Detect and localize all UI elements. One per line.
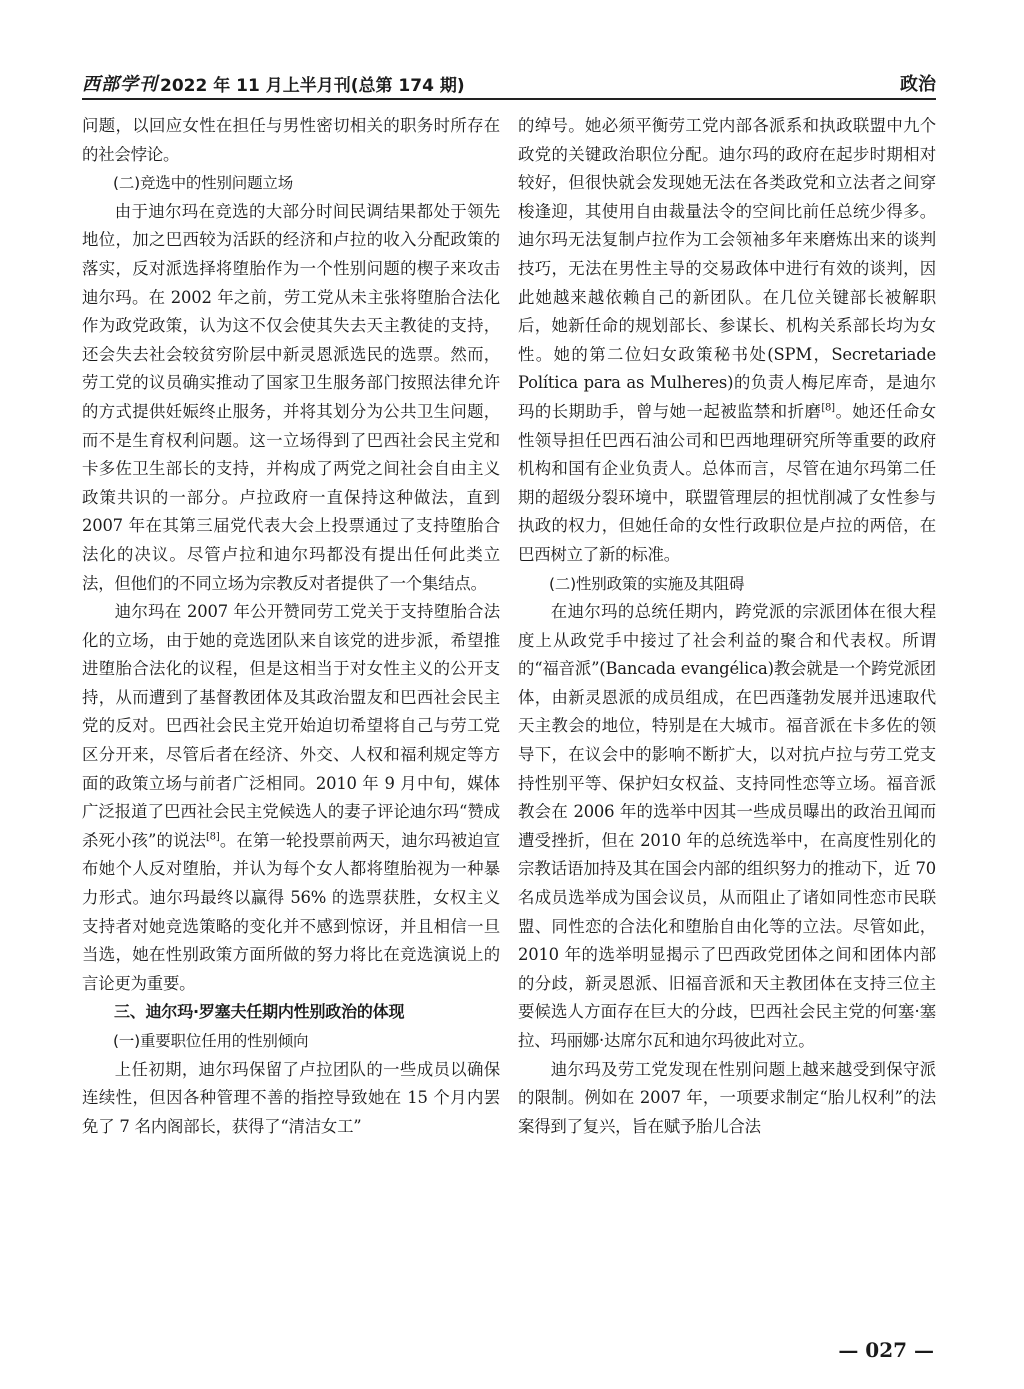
text: 迪尔玛在 2007 年公开赞同劳工党关于支持堕胎合法化的立场，由于她的竞选团队来自该党的进步派，希望推进堕胎合法化的议程，但是这相当于对女性主义的公开支持，从而遭到了基督教团体及其政治盟友和巴西社会民主党的反对。巴西社会民主党开始迫切希望将自己与劳工党区分开来，尽管后者在经济、外交、人权和福利规定等方面的政策立场与前者广泛相同。2010 年 9 月中旬，媒体广泛报道了巴西社会民主党候选人的妻子评论迪尔玛“赞成杀死小孩”的说法 bbox=[82, 602, 500, 850]
paragraph bbox=[518, 112, 936, 570]
journal-name: 西部学刊 bbox=[82, 74, 158, 95]
paragraph: 在迪尔玛的总统任期内，跨党派的宗派团体在很大程度上从政党手中接过了社会利益的聚合和代表权。所谓的“福音派”(Bancada evangélica)教会就是一个跨党派团体，由新灵恩派的成员组成，在巴西蓬勃发展并迅速取代天主教会的地位，特别是在大城市。福音派在卡多佐的领导下，在议会中的影响不断扩大，以对抗卢拉与劳工党支持性别平等、保护妇女权益、支持同性恋等立场。福音派教会在 2006 年的选举中因其一些成员曝出的政治丑闻而遭受挫折，但在 2010 年的总统选举中，在高度性别化的宗教话语加持及其在国会内部的组织努力的推动下，近 70 名成员选举成为国会议员，从而阻止了诸如同性恋市民联盟、同性恋的合法化和堕胎自由化等的立法。尽管如此，2010 年的选举明显揭示了巴西政党团体之间和团体内部的分歧，新灵恩派、旧福音派和天主教团体在支持三位主要候选人方面存在巨大的分歧，巴西社会民主党的何塞·塞拉、玛丽娜·达席尔瓦和迪尔玛彼此对立。 bbox=[518, 602, 936, 1050]
left-column bbox=[82, 112, 500, 1141]
text: 。她还任命女性领导担任巴西石油公司和巴西地理研究所等重要的政府机构和国有企业负责人。总体而言，尽管在迪尔玛第二任期的超级分裂环境中，联盟管理层的担忧削减了女性参与执政的权力，但她任命的女性行政职位是卢拉的两倍，在巴西树立了新的标准。 bbox=[518, 401, 936, 564]
issue-info: 2022 年 11 月上半月刊(总第 174 期) bbox=[160, 76, 465, 96]
text: 。在第一轮投票前两天，迪尔玛被迫宣布她个人反对堕胎，并认为每个女人都将堕胎视为一种暴力形式。迪尔玛最终以赢得 56% 的选票获胜，女权主义支持者对她竞选策略的变化并不感到惊讶，并且相信一旦当选，她在性别政策方面所做的努力将比在竞选演说上的言论更为重要。 bbox=[82, 830, 500, 993]
right-column bbox=[518, 112, 936, 1141]
citation: [8] bbox=[205, 831, 220, 843]
paragraph: 上任初期，迪尔玛保留了卢拉团队的一些成员以确保连续性，但因各种管理不善的指控导致她在 15 个月内罢免了 7 名内阁部长，获得了“清洁女工” bbox=[82, 1059, 500, 1136]
section-heading: 三、迪尔玛·罗塞夫任期内性别政治的体现 bbox=[114, 1002, 405, 1022]
subsection-heading: (二)性别政策的实施及其阻碍 bbox=[549, 574, 745, 593]
subsection-heading: (二)竞选中的性别问题立场 bbox=[113, 174, 293, 193]
running-header bbox=[82, 68, 936, 100]
text: 的绰号。她必须平衡劳工党内部各派系和执政联盟中九个政党的关键政治职位分配。迪尔玛的政府在起步时期相对较好，但很快就会发现她无法在各类政党和立法者之间穿梭逢迎，其使用自由裁量法令的空间比前任总统少得多。迪尔玛无法复制卢拉作为工会领袖多年来磨炼出来的谈判技巧，无法在男性主导的交易政体中进行有效的谈判，因此她越来越依赖自己的新团队。在几位关键部长被解职后，她新任命的规划部长、参谋长、机构关系部长均为女性。她的第二位妇女政策秘书处(SPM，Secretariade Política para as Mulheres)的负责人梅尼库奇，是迪尔玛的长期助手，曾与她一起被监禁和折磨 bbox=[518, 116, 936, 421]
paragraph bbox=[82, 598, 500, 998]
citation: [8] bbox=[821, 402, 835, 414]
paragraph: 由于迪尔玛在竞选的大部分时间民调结果都处于领先地位，加之巴西较为活跃的经济和卢拉的收入分配政策的落实，反对派选择将堕胎作为一个性别问题的楔子来攻击迪尔玛。在 2002 年之前，劳工党从未主张将堕胎合法化作为政党政策，认为这不仅会使其失去天主教徒的支持，还会失去社会较贫穷阶层中新灵恩派选民的选票。然而，劳工党的议员确实推动了国家卫生服务部门按照法律允许的方式提供妊娠终止服务，并将其划分为公共卫生问题，而不是生育权利问题。这一立场得到了巴西社会民主党和卡多佐卫生部长的支持，并构成了两党之间社会自由主义政策共识的一部分。卢拉政府一直保持这种做法，直到 2007 年在其第三届党代表大会上投票通过了支持堕胎合法化的决议。尽管卢拉和迪尔玛都没有提出任何此类立法，但他们的不同立场为宗教反对者提供了一个集结点。 bbox=[82, 201, 500, 593]
section-label: 政治 bbox=[900, 74, 936, 95]
paragraph: 问题，以回应女性在担任与男性密切相关的职务时所存在的社会悖论。 bbox=[82, 116, 500, 164]
subsection-heading: (一)重要职位任用的性别倾向 bbox=[113, 1032, 309, 1050]
paragraph: 迪尔玛及劳工党发现在性别问题上越来越受到保守派的限制。例如在 2007 年，一项要求制定“胎儿权利”的法案得到了复兴，旨在赋予胎儿合法 bbox=[518, 1059, 936, 1136]
page-number: — 027 — bbox=[838, 1338, 934, 1362]
